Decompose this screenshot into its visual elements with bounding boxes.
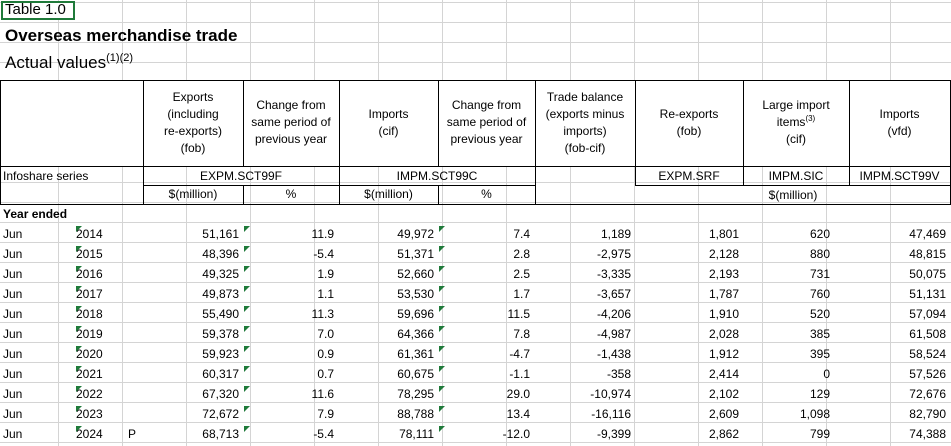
- header-large-import-line: [743, 114, 849, 131]
- header-imports-change-line: Change from: [451, 98, 522, 112]
- header-large-import-items: [743, 97, 849, 148]
- cell-large-import-items[interactable]: 395: [809, 347, 830, 361]
- header-imports-change-line: same period of: [446, 115, 527, 129]
- cell-large-import-items[interactable]: 731: [809, 267, 830, 281]
- header-trade-balance-line: imports): [563, 124, 607, 138]
- header-imports-vfd-line: (vfd): [887, 124, 912, 138]
- cell-exports-change[interactable]: 11.3: [311, 307, 334, 321]
- cell-month[interactable]: Jun: [3, 367, 23, 381]
- cell-imports-vfd[interactable]: 57,526: [909, 367, 946, 381]
- cell-exports-change[interactable]: 0.7: [317, 367, 334, 381]
- error-indicator-icon: [76, 366, 82, 372]
- error-indicator-icon: [244, 286, 250, 292]
- cell-trade-balance[interactable]: -3,657: [596, 287, 631, 301]
- subtitle-notes: (1)(2): [106, 52, 134, 64]
- header-exports-line: (fob): [180, 141, 206, 155]
- cell-year[interactable]: 2021: [76, 367, 103, 381]
- cell-exports[interactable]: 55,490: [202, 307, 239, 321]
- error-indicator-icon: [439, 386, 445, 392]
- cell-exports[interactable]: 59,923: [202, 347, 239, 361]
- cell-reexports[interactable]: 2,128: [708, 247, 739, 261]
- cell-imports-vfd[interactable]: 51,131: [909, 287, 946, 301]
- cell-imports[interactable]: 53,530: [397, 287, 434, 301]
- sheet-subtitle-text: Actual values: [5, 53, 107, 72]
- cell-imports[interactable]: 49,972: [397, 227, 434, 241]
- error-indicator-icon: [439, 266, 445, 272]
- table-ref-label: Table 1.0: [5, 1, 66, 18]
- header-exports-change-line: Change from: [256, 98, 326, 112]
- header-exports-line: re-exports): [163, 124, 222, 138]
- cell-year[interactable]: 2015: [76, 247, 103, 261]
- header-exports: [143, 89, 243, 157]
- series-vfd: IMPM.SCT99V: [859, 169, 940, 183]
- header-reexports-line: Re-exports: [659, 107, 719, 121]
- unit-exports-change: %: [285, 187, 297, 201]
- header-imports-vfd: [849, 106, 950, 140]
- series-reexports: EXPM.SRF: [658, 169, 720, 183]
- cell-month[interactable]: Jun: [3, 247, 23, 261]
- header-trade-balance: [535, 89, 635, 157]
- header-large-import-line: (cif): [786, 132, 806, 146]
- error-indicator-icon: [439, 326, 445, 332]
- cell-imports-change[interactable]: 29.0: [506, 387, 530, 401]
- cell-imports-vfd[interactable]: 50,075: [909, 267, 946, 281]
- cell-exports-change[interactable]: -5.4: [313, 427, 334, 441]
- cell-month[interactable]: Jun: [3, 307, 23, 321]
- series-exports: EXPM.SCT99F: [199, 169, 283, 183]
- header-imports-line: Imports: [368, 107, 409, 121]
- error-indicator-icon: [244, 266, 250, 272]
- header-imports: [339, 106, 438, 140]
- header-large-import-note: (3): [805, 114, 816, 123]
- header-imports-line: (cif): [378, 124, 399, 138]
- cell-imports[interactable]: 64,366: [397, 327, 434, 341]
- error-indicator-icon: [244, 326, 250, 332]
- cell-reexports[interactable]: 1,801: [708, 227, 739, 241]
- error-indicator-icon: [244, 346, 250, 352]
- error-indicator-icon: [244, 386, 250, 392]
- series-large: IMPM.SIC: [768, 169, 824, 183]
- header-trade-balance-line: Trade balance: [546, 90, 624, 104]
- cell-year[interactable]: 2019: [76, 327, 103, 341]
- cell-imports[interactable]: 78,111: [399, 427, 434, 441]
- header-exports-line: Exports: [172, 90, 214, 104]
- error-indicator-icon: [244, 246, 250, 252]
- cell-exports[interactable]: 51,161: [202, 227, 239, 241]
- cell-trade-balance[interactable]: -4,987: [596, 327, 631, 341]
- cell-reexports[interactable]: 2,102: [708, 387, 739, 401]
- cell-imports-vfd[interactable]: 74,388: [909, 427, 946, 441]
- cell-imports-change[interactable]: 13.4: [506, 407, 530, 421]
- cell-exports[interactable]: 60,317: [202, 367, 239, 381]
- cell-imports-change[interactable]: 7.4: [513, 227, 530, 241]
- section-year-ended: Year ended: [3, 207, 68, 221]
- cell-flag[interactable]: P: [128, 427, 137, 441]
- error-indicator-icon: [76, 246, 82, 252]
- header-exports-change-line: previous year: [254, 132, 328, 146]
- cell-year[interactable]: 2017: [76, 287, 103, 301]
- cell-large-import-items[interactable]: 799: [809, 427, 830, 441]
- cell-trade-balance[interactable]: -9,399: [596, 427, 631, 441]
- unit-imports-change: %: [481, 187, 492, 201]
- cell-year[interactable]: 2024: [76, 427, 103, 441]
- cell-exports[interactable]: 59,378: [202, 327, 239, 341]
- cell-month[interactable]: Jun: [3, 327, 23, 341]
- cell-reexports[interactable]: 2,028: [708, 327, 739, 341]
- error-indicator-icon: [76, 266, 82, 272]
- cell-imports-change[interactable]: -12.0: [502, 427, 530, 441]
- error-indicator-icon: [76, 326, 82, 332]
- error-indicator-icon: [439, 246, 445, 252]
- error-indicator-icon: [76, 426, 82, 432]
- cell-year[interactable]: 2023: [76, 407, 103, 421]
- cell-exports[interactable]: 68,713: [202, 427, 239, 441]
- cell-exports-change[interactable]: 7.9: [317, 407, 334, 421]
- cell-trade-balance[interactable]: -358: [606, 367, 631, 381]
- cell-imports-change[interactable]: -1.1: [509, 367, 530, 381]
- unit-exports: $(million): [168, 187, 218, 201]
- cell-imports-vfd[interactable]: 82,790: [909, 407, 946, 421]
- header-imports-change: [438, 97, 535, 148]
- cell-year[interactable]: 2022: [76, 387, 103, 401]
- sheet-title: Overseas merchandise trade: [5, 26, 238, 45]
- cell-reexports[interactable]: 2,862: [708, 427, 739, 441]
- cell-imports-vfd[interactable]: 57,094: [909, 307, 946, 321]
- cell-imports-change[interactable]: 2.5: [513, 267, 530, 281]
- cell-exports[interactable]: 72,672: [202, 407, 239, 421]
- divider-left: [0, 80, 1, 205]
- cell-imports-change[interactable]: 2.8: [513, 247, 530, 261]
- cell-large-import-items[interactable]: 520: [809, 307, 830, 321]
- cell-month[interactable]: Jun: [3, 427, 23, 441]
- cell-imports-change[interactable]: 1.7: [513, 287, 530, 301]
- cell-reexports[interactable]: 2,609: [708, 407, 739, 421]
- cell-large-import-items[interactable]: 880: [809, 247, 830, 261]
- cell-month[interactable]: Jun: [3, 287, 23, 301]
- header-large-import-line: Large import: [762, 98, 830, 112]
- error-indicator-icon: [76, 346, 82, 352]
- header-reexports-line: (fob): [676, 124, 702, 138]
- cell-exports-change[interactable]: 11.9: [311, 227, 334, 241]
- error-indicator-icon: [76, 386, 82, 392]
- header-reexports: [635, 106, 743, 140]
- header-imports-change-line: previous year: [450, 132, 523, 146]
- cell-exports[interactable]: 67,320: [202, 387, 239, 401]
- error-indicator-icon: [439, 406, 445, 412]
- cell-imports-vfd[interactable]: 58,524: [909, 347, 946, 361]
- header-trade-balance-line: (exports minus: [545, 107, 625, 121]
- cell-trade-balance[interactable]: -2,975: [596, 247, 631, 261]
- cell-exports-change[interactable]: 1.1: [317, 287, 334, 301]
- cell-year[interactable]: 2020: [76, 347, 103, 361]
- cell-trade-balance[interactable]: -3,335: [596, 267, 631, 281]
- header-exports-change: [243, 97, 339, 148]
- cell-imports[interactable]: 59,696: [397, 307, 434, 321]
- cell-large-import-items[interactable]: 0: [823, 367, 830, 381]
- cell-year[interactable]: 2014: [76, 227, 103, 241]
- error-indicator-icon: [244, 406, 250, 412]
- error-indicator-icon: [76, 306, 82, 312]
- cell-large-import-items[interactable]: 760: [809, 287, 830, 301]
- cell-imports-change[interactable]: -4.7: [509, 347, 530, 361]
- header-exports-line: (including: [167, 107, 219, 121]
- error-indicator-icon: [244, 306, 250, 312]
- cell-year[interactable]: 2016: [76, 267, 103, 281]
- cell-month[interactable]: Jun: [3, 347, 23, 361]
- error-indicator-icon: [76, 226, 82, 232]
- error-indicator-icon: [439, 306, 445, 312]
- cell-reexports[interactable]: 2,414: [708, 367, 739, 381]
- error-indicator-icon: [76, 406, 82, 412]
- cell-imports-change[interactable]: 7.8: [513, 327, 530, 341]
- cell-reexports[interactable]: 2,193: [708, 267, 739, 281]
- cell-trade-balance[interactable]: -4,206: [596, 307, 631, 321]
- cell-exports-change[interactable]: 7.0: [317, 327, 334, 341]
- cell-large-import-items[interactable]: 620: [809, 227, 830, 241]
- unit-imports: $(million): [364, 187, 413, 201]
- cell-trade-balance[interactable]: 1,189: [600, 227, 631, 241]
- cell-large-import-items[interactable]: 385: [809, 327, 830, 341]
- error-indicator-icon: [439, 366, 445, 372]
- cell-imports-vfd[interactable]: 47,469: [909, 227, 946, 241]
- error-indicator-icon: [439, 346, 445, 352]
- cell-exports[interactable]: 49,325: [202, 267, 239, 281]
- series-label: Infoshare series: [3, 169, 89, 183]
- cell-exports-change[interactable]: 0.9: [317, 347, 334, 361]
- cell-imports[interactable]: 61,361: [397, 347, 434, 361]
- error-indicator-icon: [439, 286, 445, 292]
- error-indicator-icon: [244, 366, 250, 372]
- cell-trade-balance[interactable]: -1,438: [596, 347, 631, 361]
- cell-trade-balance[interactable]: -10,974: [590, 387, 631, 401]
- error-indicator-icon: [244, 426, 250, 432]
- cell-imports-vfd[interactable]: 48,815: [909, 247, 946, 261]
- cell-year[interactable]: 2018: [76, 307, 103, 321]
- cell-reexports[interactable]: 1,912: [708, 347, 739, 361]
- cell-month[interactable]: Jun: [3, 407, 23, 421]
- cell-reexports[interactable]: 1,910: [708, 307, 739, 321]
- cell-imports[interactable]: 60,675: [397, 367, 434, 381]
- cell-trade-balance[interactable]: -16,116: [591, 407, 631, 421]
- cell-imports-change[interactable]: 11.5: [507, 307, 530, 321]
- cell-imports[interactable]: 51,371: [397, 247, 434, 261]
- cell-exports[interactable]: 49,873: [202, 287, 239, 301]
- cell-exports-change[interactable]: -5.4: [313, 247, 334, 261]
- cell-large-import-items[interactable]: 129: [809, 387, 830, 401]
- sheet-subtitle: [5, 52, 133, 74]
- series-imports: IMPM.SCT99C: [396, 169, 478, 183]
- cell-exports-change[interactable]: 1.9: [317, 267, 334, 281]
- cell-imports[interactable]: 88,788: [397, 407, 434, 421]
- cell-month[interactable]: Jun: [3, 267, 23, 281]
- error-indicator-icon: [76, 286, 82, 292]
- cell-month[interactable]: Jun: [3, 227, 23, 241]
- header-large-import-items-text: items: [776, 115, 806, 129]
- header-exports-change-line: same period of: [251, 115, 331, 129]
- cell-imports[interactable]: 52,660: [397, 267, 434, 281]
- cell-exports-change[interactable]: 11.6: [311, 387, 334, 401]
- cell-large-import-items[interactable]: 1,098: [799, 407, 830, 421]
- error-indicator-icon: [244, 226, 250, 232]
- header-imports-vfd-line: Imports: [879, 107, 920, 121]
- cell-month[interactable]: Jun: [3, 387, 23, 401]
- cell-imports-vfd[interactable]: 61,508: [909, 327, 946, 341]
- error-indicator-icon: [439, 426, 445, 432]
- cell-reexports[interactable]: 1,787: [708, 287, 739, 301]
- unit-rest: $(million): [768, 188, 818, 202]
- cell-imports-vfd[interactable]: 72,676: [909, 387, 946, 401]
- header-trade-balance-line: (fob-cif): [564, 141, 606, 155]
- cell-imports[interactable]: 78,295: [397, 387, 434, 401]
- error-indicator-icon: [439, 226, 445, 232]
- cell-exports[interactable]: 48,396: [202, 247, 239, 261]
